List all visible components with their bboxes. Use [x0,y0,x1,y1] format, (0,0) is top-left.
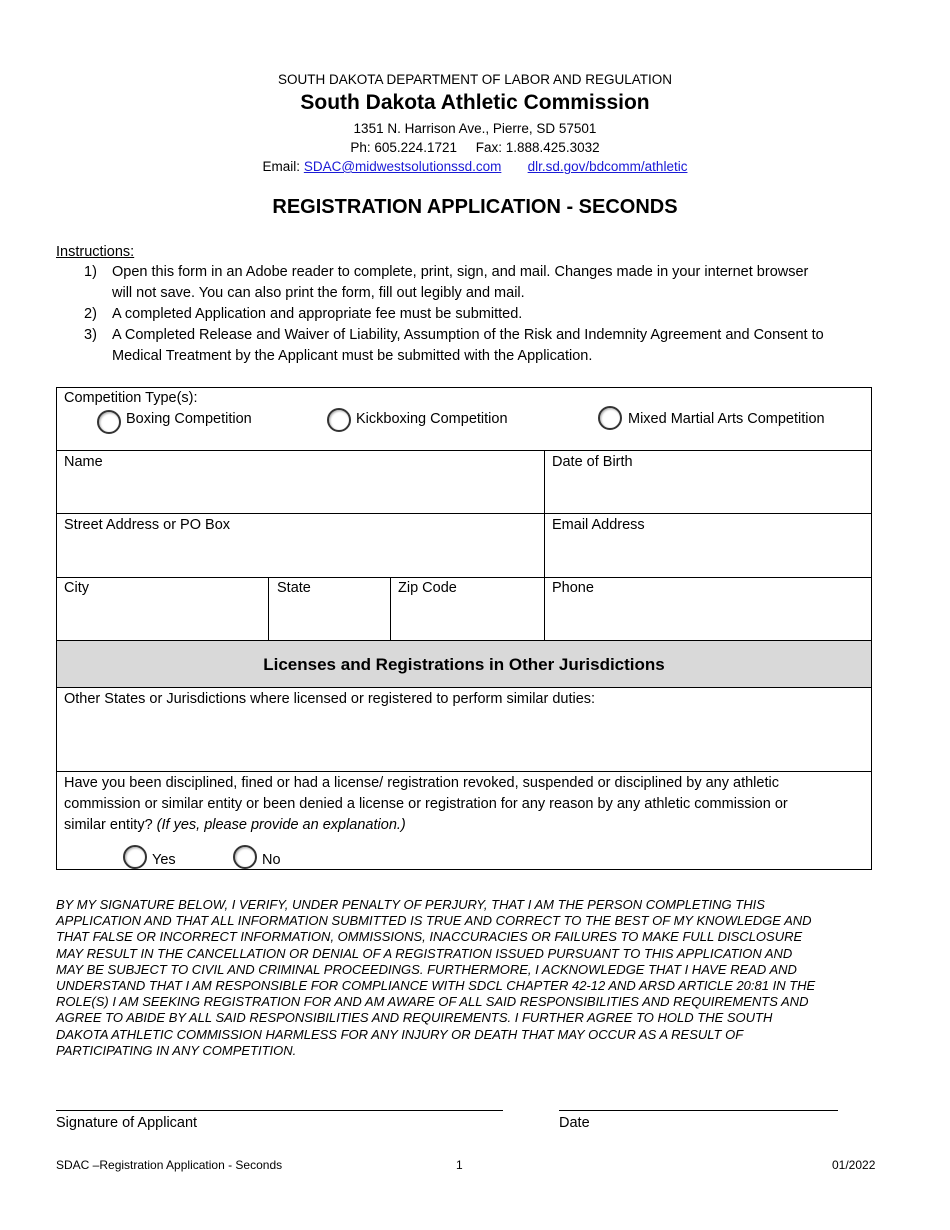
discipline-question-line [64,815,406,836]
discipline-question-line: Have you been disciplined, fined or had a license/ registration revoked, suspended or disciplined by any athletic [64,775,779,791]
zip-label: Zip Code [398,580,457,596]
certification-line: BY MY SIGNATURE BELOW, I VERIFY, UNDER PENALTY OF PERJURY, THAT I AM THE PERSON COMPLETING THIS [56,897,765,912]
instruction-number: 1) [84,264,97,280]
certification-line: APPLICATION AND THAT ALL INFORMATION SUBMITTED IS TRUE AND CORRECT TO THE BEST OF MY KNOWLEDGE AND [56,913,812,929]
no-radio[interactable] [233,845,257,869]
instructions-heading: Instructions: [56,244,135,260]
instruction-text: Open this form in an Adobe reader to complete, print, sign, and mail. Changes made in your internet browser [112,264,809,280]
fax-number: Fax: 1.888.425.3032 [475,140,600,155]
department-name: SOUTH DAKOTA DEPARTMENT OF LABOR AND REGULATION [277,72,673,87]
form-title: REGISTRATION APPLICATION - SECONDS [272,196,678,218]
dob-field[interactable] [545,451,871,513]
certification-statement [56,897,886,1059]
yes-radio[interactable] [123,845,147,869]
discipline-question-text: similar entity? [64,817,153,833]
email-field[interactable] [545,514,871,577]
street-label: Street Address or PO Box [64,517,231,533]
instruction-text: A completed Application and appropriate fee must be submitted. [112,306,523,322]
phone-fax-line [0,140,950,155]
yes-label: Yes [152,852,176,868]
commission-name: South Dakota Athletic Commission [300,91,650,114]
street-field[interactable] [57,514,544,577]
instruction-text: A Completed Release and Waiver of Liability, Assumption of the Risk and Indemnity Agreement and Consent to [112,327,824,343]
phone-field[interactable] [545,578,871,640]
boxing-radio[interactable] [97,410,121,434]
certification-line: PARTICIPATING IN ANY COMPETITION. [56,1042,297,1058]
date-label: Date [559,1115,590,1131]
mma-radio[interactable] [598,406,622,430]
contact-line [0,159,950,174]
zip-field[interactable] [391,578,544,640]
footer-revision-date: 01/2022 [832,1158,876,1172]
kickboxing-label: Kickboxing Competition [356,411,508,427]
footer-page-number: 1 [456,1158,463,1172]
certification-line: MAY RESULT IN THE CANCELLATION OR DENIAL OF A REGISTRATION ISSUED PURSUANT TO THIS APPLICATION AND [56,945,793,961]
certification-line: THAT FALSE OR INCORRECT INFORMATION, OMMISSIONS, INACCURACIES OR FAILURES TO MAKE FULL DISCLOSURE [56,929,803,945]
boxing-label: Boxing Competition [126,411,252,427]
row-divider [56,687,872,688]
instructions-list [0,262,950,372]
instruction-number: 3) [84,327,97,343]
competition-type-label: Competition Type(s): [64,390,198,406]
city-label: City [64,580,89,596]
mma-label: Mixed Martial Arts Competition [628,411,825,427]
footer-form-name: SDAC –Registration Application - Seconds [56,1158,283,1172]
date-line[interactable] [559,1110,838,1111]
dob-label: Date of Birth [552,454,633,470]
state-field[interactable] [269,578,390,640]
email-label: Email: [262,159,301,174]
licenses-section-heading: Licenses and Registrations in Other Jurisdictions [263,655,665,674]
email-link[interactable]: SDAC@midwestsolutionssd.com [303,159,502,174]
state-label: State [277,580,311,596]
email-address-label: Email Address [552,517,645,533]
phone-label: Phone [552,580,594,596]
instruction-number: 2) [84,306,97,322]
name-label: Name [64,454,103,470]
other-states-field[interactable] [57,710,871,770]
name-field[interactable] [57,451,544,513]
discipline-question-note: (If yes, please provide an explanation.) [156,817,406,833]
signature-label: Signature of Applicant [56,1115,198,1131]
website-link[interactable]: dlr.sd.gov/bdcomm/athletic [527,159,688,174]
phone-number: Ph: 605.224.1721 [350,140,457,155]
instruction-text: Medical Treatment by the Applicant must be submitted with the Application. [112,348,593,364]
signature-line[interactable] [56,1110,503,1111]
city-field[interactable] [57,578,268,640]
address: 1351 N. Harrison Ave., Pierre, SD 57501 [353,121,597,136]
discipline-question-line: commission or similar entity or been denied a license or registration for any reason by any athletic commission or [64,796,788,812]
row-divider [56,771,872,772]
instruction-text: will not save. You can also print the form, fill out legibly and mail. [112,285,525,301]
kickboxing-radio[interactable] [327,408,351,432]
no-label: No [262,852,281,868]
certification-line: DAKOTA ATHLETIC COMMISSION HARMLESS FOR ANY INJURY OR DEATH THAT MAY OCCUR AS A RESULT OF [56,1026,744,1042]
other-states-label: Other States or Jurisdictions where licensed or registered to perform similar duties: [64,691,596,707]
certification-line: UNDERSTAND THAT I AM RESPONSIBLE FOR COMPLIANCE WITH SDCL CHAPTER 42-12 AND ARSD ARTICLE 20:81 IN THE [56,978,816,994]
certification-line: MAY BE SUBJECT TO CIVIL AND CRIMINAL PROCEEDINGS. FURTHERMORE, I ACKNOWLEDGE THAT I HAVE READ AND [56,961,797,977]
certification-line: AGREE TO ABIDE BY ALL SAID RESPONSIBILITIES AND REQUIREMENTS. I FURTHER AGREE TO HOLD THE SOUTH [56,1010,773,1026]
certification-line: ROLE(S) I AM SEEKING REGISTRATION FOR AND AM AWARE OF ALL SAID RESPONSIBILITIES AND REQUIREMENTS AND [56,994,809,1010]
